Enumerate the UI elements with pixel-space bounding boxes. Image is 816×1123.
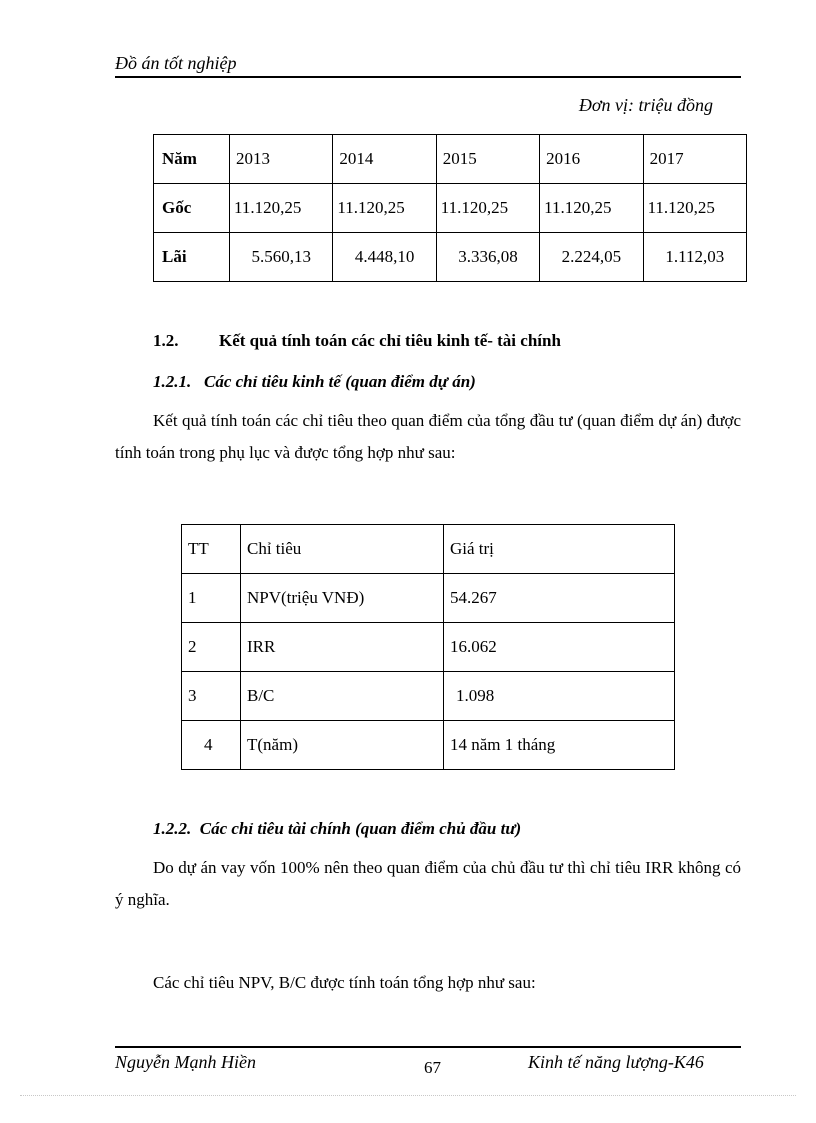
unit-note: Đơn vị: triệu đồng [578,95,713,115]
interest-cell: 4.448,10 [333,233,436,282]
principal-cell: 11.120,25 [540,184,643,233]
row-number: 3 [182,672,241,721]
year-cell: 2017 [643,135,746,184]
paragraph-economic: Kết quả tính toán các chỉ tiêu theo quan điểm của tổng đầu tư (quan điểm dự án) được tính toán trong phụ lục và được tổng hợp như sau: [115,411,741,462]
page-number: 67 [424,1058,441,1077]
indicator-value: 1.098 [444,672,675,721]
section-number: 1.2. [153,331,179,350]
indicator-name: T(năm) [241,721,444,770]
row-label-principal: Gốc [154,184,230,233]
row-label-year: Năm [154,135,230,184]
year-cell: 2015 [436,135,539,184]
table-header-row [182,525,675,574]
indicator-name: IRR [241,623,444,672]
principal-cell: 11.120,25 [333,184,436,233]
table-row [154,233,747,282]
footer-author: Nguyễn Mạnh Hiền [115,1052,256,1072]
table-row [182,672,675,721]
row-number: 1 [182,574,241,623]
year-cell: 2016 [540,135,643,184]
footer-department: Kinh tế năng lượng-K46 [528,1052,704,1072]
principal-cell: 11.120,25 [230,184,333,233]
page-bottom-border [20,1095,796,1096]
section-heading-1-2 [153,331,561,351]
table-row [182,574,675,623]
column-header-value: Giá trị [444,525,675,574]
paragraph-summary: Các chỉ tiêu NPV, B/C được tính toán tổng hợp như sau: [153,973,536,992]
table-row [154,184,747,233]
interest-cell: 2.224,05 [540,233,643,282]
row-number: 2 [182,623,241,672]
table-row [154,135,747,184]
table-row [182,623,675,672]
interest-cell: 1.112,03 [643,233,746,282]
row-label-interest: Lãi [154,233,230,282]
repayment-table [153,134,747,282]
section-title: Kết quả tính toán các chỉ tiêu kinh tế- tài chính [219,331,561,350]
principal-cell: 11.120,25 [643,184,746,233]
indicator-name: B/C [241,672,444,721]
indicator-table [181,524,675,770]
year-cell: 2014 [333,135,436,184]
paragraph-financial: Do dự án vay vốn 100% nên theo quan điểm của chủ đầu tư thì chỉ tiêu IRR không có ý nghĩa. [115,858,741,909]
table-row [182,721,675,770]
header-title: Đồ án tốt nghiệp [115,53,237,73]
interest-cell: 3.336,08 [436,233,539,282]
indicator-value: 14 năm 1 tháng [444,721,675,770]
header-divider [115,76,741,78]
column-header-indicator: Chỉ tiêu [241,525,444,574]
year-cell: 2013 [230,135,333,184]
interest-cell: 5.560,13 [230,233,333,282]
row-number: 4 [182,721,241,770]
subsection-heading-1-2-1: 1.2.1. Các chỉ tiêu kinh tế (quan điểm dự án) [153,372,476,391]
subsection-heading-1-2-2: 1.2.2. Các chỉ tiêu tài chính (quan điểm chủ đầu tư) [153,819,522,838]
footer-divider [115,1046,741,1048]
principal-cell: 11.120,25 [436,184,539,233]
indicator-name: NPV(triệu VNĐ) [241,574,444,623]
indicator-value: 16.062 [444,623,675,672]
column-header-tt: TT [182,525,241,574]
indicator-value: 54.267 [444,574,675,623]
